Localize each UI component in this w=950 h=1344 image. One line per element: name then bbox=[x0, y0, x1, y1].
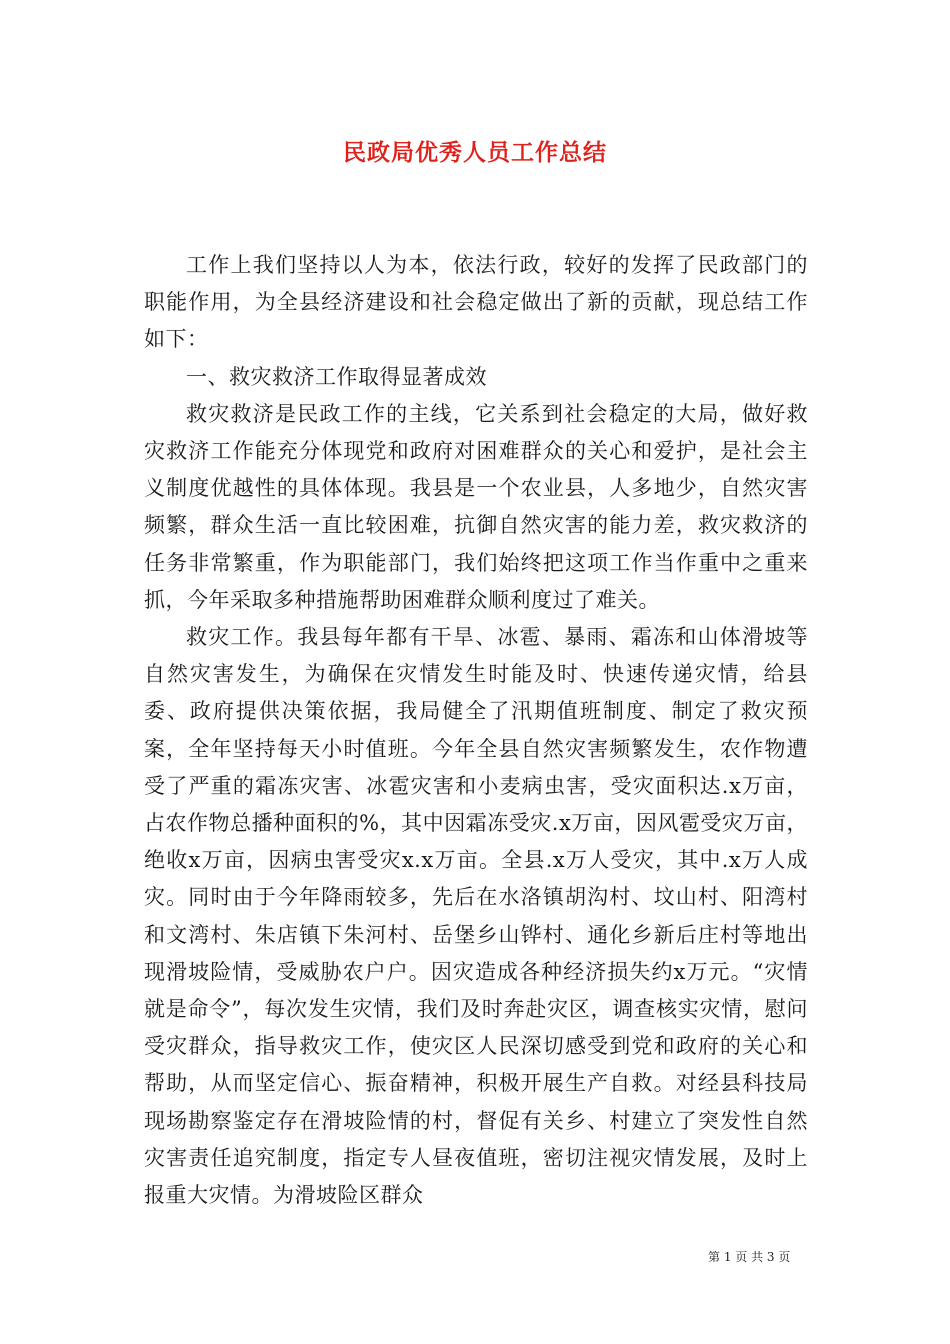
paragraph-intro: 工作上我们坚持以人为本，依法行政，较好的发挥了民政部门的职能作用，为全县经济建设和社会稳定做出了新的贡献，现总结工作如下： bbox=[144, 253, 808, 352]
paragraph-disaster-work: 救灾工作。我县每年都有干旱、冰雹、暴雨、霜冻和山体滑坡等自然灾害发生，为确保在灾情发生时能及时、快速传递灾情，给县委、政府提供决策依据，我局健全了汛期值班制度、制定了救灾预案，全年坚持每天小时值班。今年全县自然灾害频繁发生，农作物遭受了严重的霜冻灾害、冰雹灾害和小麦病虫害，受灾面积达.x万亩，占农作物总播种面积的%，其中因霜冻受灾.x万亩，因风雹受灾万亩，绝收x万亩，因病虫害受灾x.x万亩。全县.x万人受灾，其中.x万人成灾。同时由于今年降雨较多，先后在水洛镇胡沟村、坟山村、阳湾村和文湾村、朱店镇下朱河村、岳堡乡山铧村、通化乡新后庄村等地出现滑坡险情，受威胁农户户。因灾造成各种经济损失约x万元。“灾情就是命令”，每次发生灾情，我们及时奔赴灾区，调查核实灾情，慰问受灾群众，指导救灾工作，使灾区人民深切感受到党和政府的关心和帮助，从而坚定信心、振奋精神，积极开展生产自救。对经县科技局现场勘察鉴定存在滑坡险情的村，督促有关乡、村建立了突发性自然灾害责任追究制度，指定专人昼夜值班，密切注视灾情发展，及时上报重大灾情。为滑坡险区群众 bbox=[144, 625, 808, 1208]
document-title: 民政局优秀人员工作总结 bbox=[343, 139, 607, 166]
document-body bbox=[144, 247, 808, 1214]
paragraph-relief-overview: 救灾救济是民政工作的主线，它关系到社会稳定的大局，做好救灾救济工作能充分体现党和政府对困难群众的关心和爱护，是社会主义制度优越性的具体体现。我县是一个农业县，人多地少，自然灾害频繁，群众生活一直比较困难，抗御自然灾害的能力差，救灾救济的任务非常繁重，作为职能部门，我们始终把这项工作当作重中之重来抓，今年采取多种措施帮助困难群众顺利度过了难关。 bbox=[144, 401, 808, 612]
page-number: 第 1 页 共 3 页 bbox=[708, 1250, 791, 1264]
section-heading: 一、救灾救济工作取得显著成效 bbox=[186, 364, 487, 389]
